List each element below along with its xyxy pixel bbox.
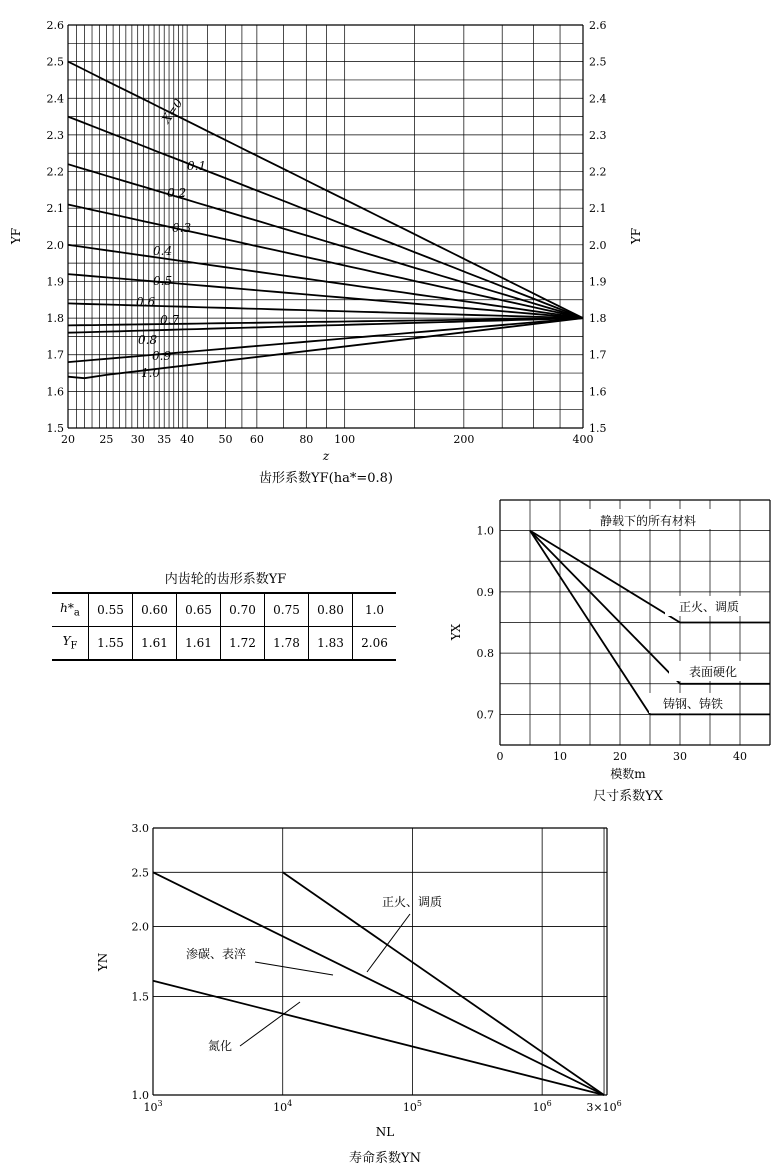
yf-ytick-right: 1.9 (589, 275, 607, 289)
yn-ylabel: YN (96, 952, 110, 972)
yf-ytick-right: 2.1 (589, 202, 607, 216)
yf-xtick: 80 (299, 433, 314, 446)
yx-annotation: 静载下的所有材料 (599, 514, 697, 528)
table-header-cell: 0.55 (89, 593, 133, 627)
yn-ytick: 2.0 (131, 920, 149, 934)
table-cell: 1.78 (265, 627, 309, 661)
yx-ylabel: YX (449, 623, 463, 641)
yn-ytick: 1.5 (131, 990, 149, 1004)
yf-xlabel: z (322, 449, 330, 463)
yf-ytick-right: 2.0 (589, 238, 607, 252)
table-header-row (52, 593, 396, 627)
yf-ytick-left: 2.4 (46, 92, 64, 106)
yn-series-line (153, 872, 604, 1095)
yx-xtick: 20 (613, 750, 627, 763)
yf-xtick: 100 (334, 433, 356, 446)
yf-ytick-left: 2.5 (46, 55, 64, 69)
yx-chart (449, 500, 770, 804)
yx-xtick: 30 (673, 750, 687, 763)
yf-ytick-right: 2.6 (589, 19, 607, 32)
yf-xtick: 50 (218, 433, 233, 446)
table-cell: 1.83 (309, 627, 353, 661)
yf-series-line (68, 117, 583, 319)
yf-ytick-left: 1.5 (46, 422, 64, 435)
table-title-text: 内齿轮的齿形系数YF (164, 572, 287, 587)
table-cell: 1.72 (221, 627, 265, 661)
yx-series-label: 正火、调质 (678, 600, 740, 614)
yx-ytick: 0.9 (476, 585, 494, 599)
yn-series-line (153, 981, 604, 1095)
yf-xtick: 400 (572, 433, 594, 446)
yx-ytick: 0.8 (476, 647, 494, 661)
yf-ytick-right: 2.5 (589, 55, 607, 69)
yf-ylabel-right: YF (629, 227, 643, 245)
yn-series-label: 氮化 (208, 1039, 233, 1053)
yf-xtick: 60 (249, 433, 264, 446)
table-value-row (52, 627, 396, 661)
yx-xlabel: 模数m (610, 767, 646, 781)
yf-xtick: 200 (453, 433, 475, 446)
yf-xtick: 30 (130, 433, 145, 446)
yf-ytick-left: 1.8 (46, 312, 64, 326)
yn-xtick: $10^5$ (402, 1099, 422, 1114)
yn-ytick: 1.0 (131, 1089, 149, 1102)
yn-ytick: 2.5 (131, 866, 149, 880)
yx-xtick: 40 (733, 750, 747, 763)
yf-caption: 齿形系数YF(ha*=0.8) (259, 471, 393, 486)
yf-xtick: 40 (180, 433, 195, 446)
yn-ytick: 3.0 (131, 822, 149, 835)
yf-series-label: 0.3 (172, 221, 192, 235)
yf-ytick-left: 2.0 (46, 238, 64, 252)
yn-series-line (283, 872, 604, 1095)
yn-chart (96, 822, 622, 1166)
yf-ytick-left: 1.7 (46, 348, 64, 362)
table-header-cell: 0.75 (265, 593, 309, 627)
yf-xtick: 35 (157, 433, 172, 446)
yf-ytick-right: 1.5 (589, 422, 607, 435)
yf-series-label: 0.2 (167, 186, 187, 200)
table-header-cell: 0.60 (133, 593, 177, 627)
yf-ytick-left: 1.6 (46, 385, 64, 399)
internal-gear-table-title (52, 568, 399, 587)
yf-series-label: 1.0 (141, 366, 161, 380)
yx-ytick: 1.0 (476, 524, 494, 538)
yf-series-label: 0.4 (153, 244, 173, 258)
table-header-cell: 0.80 (309, 593, 353, 627)
yx-xtick: 0 (496, 750, 504, 763)
yx-ytick: 0.7 (476, 708, 494, 722)
yf-series-label: X=0 (158, 96, 186, 126)
yf-series-label: 0.9 (152, 349, 172, 363)
yn-xtick: $3\times 10^6$ (586, 1099, 622, 1114)
yf-series-label: 0.7 (160, 313, 180, 327)
yf-ytick-left: 2.3 (46, 128, 64, 142)
yx-xtick: 10 (553, 750, 567, 763)
yn-series-label: 正火、调质 (382, 895, 443, 909)
yn-leader-line (367, 914, 410, 972)
table-cell: 1.61 (133, 627, 177, 661)
yf-ytick-left: 1.9 (46, 275, 64, 289)
yf-ytick-right: 1.8 (589, 312, 607, 326)
yf-xtick: 20 (61, 433, 75, 446)
yn-leader-line (240, 1002, 300, 1046)
yf-ytick-right: 1.6 (589, 385, 607, 399)
table-cell: 1.55 (89, 627, 133, 661)
yf-ylabel-left: YF (9, 227, 23, 245)
yn-xtick: $10^4$ (273, 1099, 293, 1114)
yf-series-label: 0.6 (136, 295, 156, 309)
table-header-cell: 0.65 (177, 593, 221, 627)
yn-xtick: $10^6$ (532, 1099, 552, 1114)
yf-series-label: 0.8 (138, 333, 158, 347)
table-header-cell: 0.70 (221, 593, 265, 627)
yf-ytick-right: 1.7 (589, 348, 607, 362)
table-cell: 2.06 (353, 627, 397, 661)
yn-caption: 寿命系数YN (349, 1151, 421, 1166)
yn-xlabel: NL (375, 1125, 395, 1139)
table-header-ha: $h*_a$ (52, 593, 89, 627)
yf-series-label: 0.1 (187, 159, 207, 173)
yx-series-label: 表面硬化 (688, 665, 738, 679)
internal-gear-table (52, 592, 396, 661)
yf-ytick-left: 2.1 (46, 202, 64, 216)
yf-chart (9, 19, 643, 486)
yx-caption: 尺寸系数YX (593, 789, 663, 804)
table-cell: 1.61 (177, 627, 221, 661)
table-row-label: $Y_F$ (52, 627, 89, 661)
yf-ytick-right: 2.4 (589, 92, 607, 106)
yf-xtick: 25 (99, 433, 114, 446)
yf-ytick-left: 2.2 (46, 165, 64, 179)
table-header-cell: 1.0 (353, 593, 397, 627)
yn-series-label: 渗碳、表淬 (186, 947, 247, 961)
yf-ytick-left: 2.6 (46, 19, 64, 32)
yf-ytick-right: 2.2 (589, 165, 607, 179)
yf-series-label: 0.5 (153, 274, 173, 288)
yn-xtick: $10^3$ (143, 1099, 163, 1114)
yf-ytick-right: 2.3 (589, 128, 607, 142)
yn-leader-line (255, 962, 333, 975)
yx-series-label: 铸钢、铸铁 (662, 697, 724, 711)
